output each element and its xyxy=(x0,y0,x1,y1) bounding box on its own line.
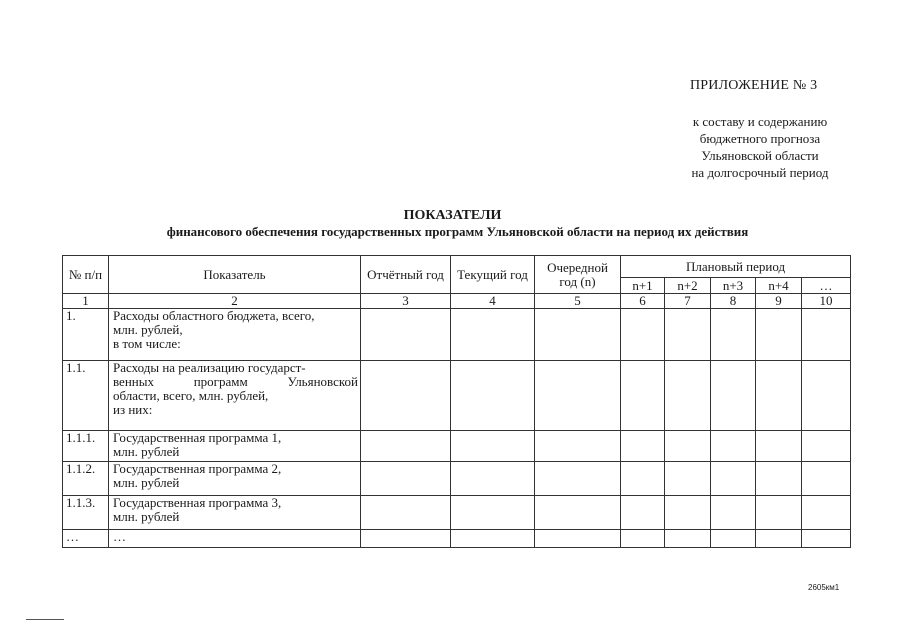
col-number: 1 xyxy=(63,294,109,309)
value-cell xyxy=(711,530,756,548)
row-line: млн. рублей, xyxy=(113,322,183,337)
value-cell xyxy=(361,462,451,496)
value-cell xyxy=(802,361,851,431)
row-indicator xyxy=(109,431,361,462)
col-number: 3 xyxy=(361,294,451,309)
header-row xyxy=(63,256,851,278)
value-cell xyxy=(756,361,802,431)
header-current-year: Текущий год xyxy=(451,256,535,294)
value-cell xyxy=(451,496,535,530)
value-cell xyxy=(535,309,621,361)
col-number: 2 xyxy=(109,294,361,309)
appendix-note-line: бюджетного прогноза xyxy=(699,131,821,146)
value-cell xyxy=(756,309,802,361)
appendix-note-line: на долгосрочный период xyxy=(691,165,829,180)
table-row xyxy=(63,462,851,496)
value-cell xyxy=(451,361,535,431)
value-cell xyxy=(621,361,665,431)
row-number: 1.1.1. xyxy=(63,431,109,462)
value-cell xyxy=(665,431,711,462)
value-cell xyxy=(665,462,711,496)
document-subtitle: финансового обеспечения государственных программ Ульяновской области на период их действия xyxy=(166,224,749,239)
col-number: 4 xyxy=(451,294,535,309)
value-cell xyxy=(711,462,756,496)
table-row xyxy=(63,530,851,548)
value-cell xyxy=(802,530,851,548)
value-cell xyxy=(535,462,621,496)
row-line: млн. рублей xyxy=(113,475,180,490)
table-row xyxy=(63,496,851,530)
header-plan-col: n+2 xyxy=(665,278,711,294)
value-cell xyxy=(665,496,711,530)
value-cell xyxy=(802,309,851,361)
table-row xyxy=(63,361,851,431)
value-cell xyxy=(621,431,665,462)
row-indicator xyxy=(109,530,361,548)
col-number: 5 xyxy=(535,294,621,309)
value-cell xyxy=(361,309,451,361)
row-line: млн. рублей xyxy=(113,509,180,524)
header-plan-col: … xyxy=(802,278,851,294)
value-cell xyxy=(665,361,711,431)
header-reported-year: Отчётный год xyxy=(361,256,451,294)
column-numbers-row xyxy=(63,294,851,309)
row-line: … xyxy=(113,529,126,544)
header-plan-col: n+1 xyxy=(621,278,665,294)
row-number: 1.1.2. xyxy=(63,462,109,496)
row-indicator xyxy=(109,309,361,361)
value-cell xyxy=(665,530,711,548)
col-number: 7 xyxy=(665,294,711,309)
value-cell xyxy=(361,530,451,548)
table-row xyxy=(63,431,851,462)
value-cell xyxy=(711,431,756,462)
row-line: Расходы областного бюджета, всего, xyxy=(113,308,315,323)
appendix-note xyxy=(660,113,860,181)
row-line: венных программ Ульяновской xyxy=(113,374,358,389)
value-cell xyxy=(756,462,802,496)
value-cell xyxy=(361,361,451,431)
value-cell xyxy=(756,496,802,530)
value-cell xyxy=(451,530,535,548)
value-cell xyxy=(451,462,535,496)
table-row xyxy=(63,309,851,361)
header-num: № п/п xyxy=(63,256,109,294)
row-number: 1.1. xyxy=(63,361,109,431)
row-indicator xyxy=(109,496,361,530)
row-line: Государственная программа 2, xyxy=(113,461,282,476)
header-next-year: Очередной год (n) xyxy=(535,256,621,294)
appendix-note-line: к составу и содержанию xyxy=(692,114,828,129)
col-number: 8 xyxy=(711,294,756,309)
indicators-table xyxy=(62,255,851,548)
row-number: 1. xyxy=(63,309,109,361)
header-plan-period: Плановый период xyxy=(621,256,851,278)
header-indicator: Показатель xyxy=(109,256,361,294)
row-line: Государственная программа 3, xyxy=(113,495,282,510)
value-cell xyxy=(361,431,451,462)
value-cell xyxy=(621,496,665,530)
row-line: Государственная программа 1, xyxy=(113,430,282,445)
row-line: из них: xyxy=(113,402,153,417)
row-line: млн. рублей xyxy=(113,444,180,459)
value-cell xyxy=(802,431,851,462)
header-plan-col: n+3 xyxy=(711,278,756,294)
value-cell xyxy=(535,361,621,431)
appendix-note-line: Ульяновской области xyxy=(701,148,819,163)
value-cell xyxy=(535,530,621,548)
value-cell xyxy=(802,496,851,530)
row-indicator xyxy=(109,361,361,431)
value-cell xyxy=(756,530,802,548)
header-plan-col: n+4 xyxy=(756,278,802,294)
value-cell xyxy=(711,496,756,530)
value-cell xyxy=(756,431,802,462)
row-indicator xyxy=(109,462,361,496)
document-code: 2605км1 xyxy=(808,583,840,592)
appendix-title: ПРИЛОЖЕНИЕ № 3 xyxy=(690,78,818,93)
value-cell xyxy=(802,462,851,496)
col-number: 6 xyxy=(621,294,665,309)
row-line: в том числе: xyxy=(113,336,181,351)
value-cell xyxy=(535,496,621,530)
value-cell xyxy=(451,309,535,361)
row-number: 1.1.3. xyxy=(63,496,109,530)
value-cell xyxy=(621,309,665,361)
document-title: ПОКАЗАТЕЛИ xyxy=(403,208,502,223)
value-cell xyxy=(361,496,451,530)
value-cell xyxy=(535,431,621,462)
row-line: области, всего, млн. рублей, xyxy=(113,388,269,403)
value-cell xyxy=(711,361,756,431)
col-number: 9 xyxy=(756,294,802,309)
footer-rule xyxy=(26,619,64,620)
value-cell xyxy=(665,309,711,361)
value-cell xyxy=(621,530,665,548)
value-cell xyxy=(621,462,665,496)
col-number: 10 xyxy=(802,294,851,309)
value-cell xyxy=(451,431,535,462)
row-line: Расходы на реализацию государст- xyxy=(113,360,306,375)
row-number: … xyxy=(63,530,109,548)
value-cell xyxy=(711,309,756,361)
